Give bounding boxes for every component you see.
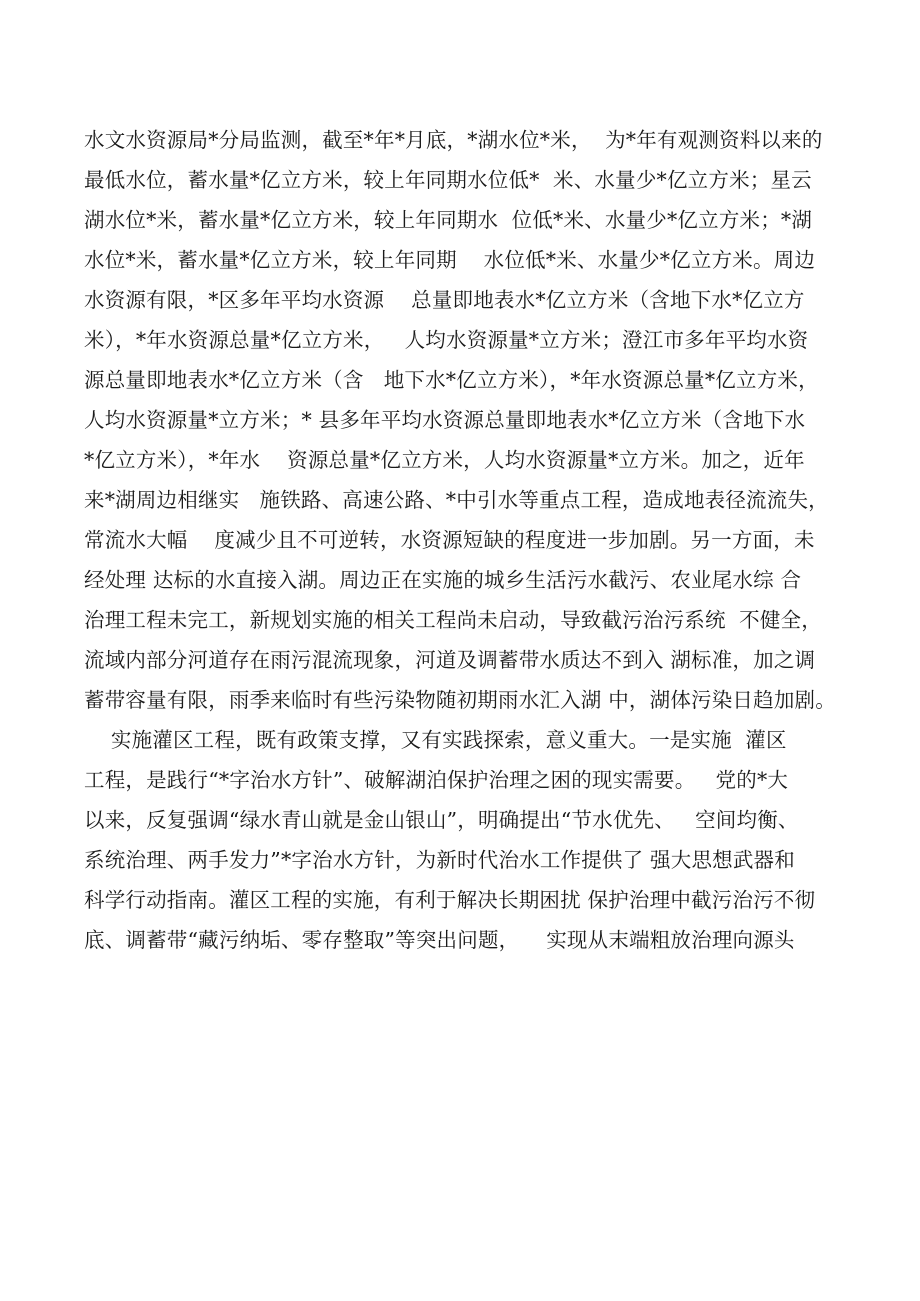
- text-line: 常流水大幅 度减少且不可逆转，水资源短缺的程度进一步加剧。另一方面，未: [84, 528, 815, 552]
- paragraph-irrigation-project: [84, 720, 844, 960]
- text-line: 底、调蓄带“藏污纳垢、零存整取”等突出问题， 实现从末端粗放治理向源头: [84, 928, 795, 952]
- text-line: 以来，反复强调“绿水青山就是金山银山”，明确提出“节水优先、 空间均衡、: [84, 808, 799, 832]
- text-line: 治理工程未完工，新规划实施的相关工程尚未启动，导致截污治污系统 不健全，: [84, 608, 822, 632]
- text-line: 蓄带容量有限，雨季来临时有些污染物随初期雨水汇入湖 中，湖体污染日趋加剧。: [84, 688, 836, 712]
- text-line: 源总量即地表水*亿立方米（含 地下水*亿立方米），*年水资源总量*亿立方米，: [84, 368, 819, 392]
- text-line: 水资源有限，*区多年平均水资源 总量即地表水*亿立方米（含地下水*亿立方: [84, 288, 805, 312]
- text-line: 水文水资源局*分局监测，截至*年*月底，*湖水位*米， 为*年有观测资料以来的: [84, 128, 823, 152]
- text-line: 最低水位，蓄水量*亿立方米，较上年同期水位低* 米、水量少*亿立方米；星云: [84, 168, 812, 192]
- text-line: 来*湖周边相继实 施铁路、高速公路、*中引水等重点工程，造成地表径流流失，: [84, 488, 829, 512]
- text-line: 经处理 达标的水直接入湖。周边正在实施的城乡生活污水截污、农业尾水综 合: [84, 568, 802, 592]
- text-line: 系统治理、两手发力”*字治水方针，为新时代治水工作提供了 强大思想武器和: [84, 848, 795, 872]
- text-line: 人均水资源量*立方米；* 县多年平均水资源总量即地表水*亿立方米（含地下水: [84, 408, 806, 432]
- text-line: 湖水位*米，蓄水量*亿立方米，较上年同期水 位低*米、水量少*亿立方米；*湖: [84, 208, 813, 232]
- paragraph-water-resources: [84, 120, 844, 720]
- text-line: 水位*米，蓄水量*亿立方米，较上年同期 水位低*米、水量少*亿立方米。周边: [84, 248, 816, 272]
- text-line: *亿立方米），*年水 资源总量*亿立方米，人均水资源量*立方米。加之，近年: [84, 448, 805, 472]
- text-line: 米），*年水资源总量*亿立方米， 人均水资源量*立方米；澄江市多年平均水资: [84, 328, 809, 352]
- text-line: 流域内部分河道存在雨污混流现象，河道及调蓄带水质达不到入 湖标准，加之调: [84, 648, 816, 672]
- text-line: 实施灌区工程，既有政策支撑，又有实践探索，意义重大。一是实施 灌区: [84, 728, 787, 752]
- document-body: [84, 120, 844, 960]
- text-line: 工程，是践行“*字治水方针”、破解湖泊保护治理之困的现实需要。 党的*大: [84, 768, 789, 792]
- text-line: 科学行动指南。灌区工程的实施，有利于解决长期困扰 保护治理中截污治污不彻: [84, 888, 816, 912]
